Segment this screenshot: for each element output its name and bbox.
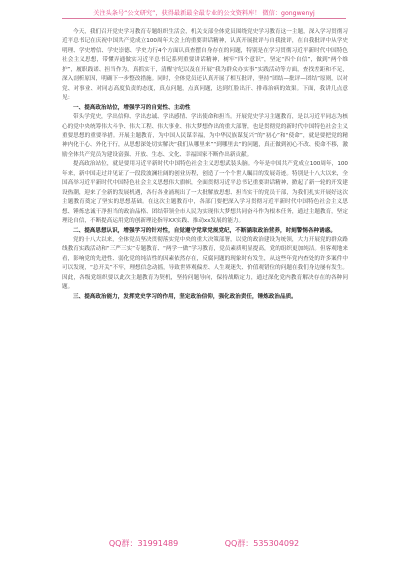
body-paragraph: 提高政治站位，就是要用习近平新时代中国特色社会主义思想武装头脑。今年是中国共产党成立100周年，100年来，新中国走过并见证了一段段波澜壮阔的创业历程，创造了一个个世人瞩目的发展奇迹。特别是十八大以来，全国高举习近平新时代中国特色社会主义思想伟大旗帜，全面贯彻习近平总书记重要讲话精神，掀起了新一轮的开发建设热潮，迎来了全新的发展机遇，各行各业涌现出了一大批解放思想、担当实干的党员干部，为我们扎实开展好这次主题教育奠定了坚实的思想基础。在这次主题教育中，各部门要把深入学习贯彻习近平新时代中国特色社会主义思想、锤炼忠诚干净担当的政治品格、团结带领全市人民为实现伟大梦想共同奋斗作为根本任务，通过主题教育，坚定理论自信，不断提高运用党的创新理论指导XX实践、推动xx发展的能力。 <box>62 161 348 225</box>
footer-qq-group-1: QQ群：31991489 <box>108 539 179 548</box>
body-paragraph: 带头学党史，学出信仰、学出忠诚、学出感情、学出使命和担当。开展党史学习主题教育，是以习近平同志为核心的党中央统筹伟大斗争、伟大工程、伟大事业、伟大梦想作出的重大部署，也是贯彻党的新时代中国特色社会主义重要思想的重要举措。开展主题教育，为中国人民谋幸福，为中华民族谋复兴”的“初心”和“使命”，就是要把党的精神内化于心、外化于行，从思想深处切实解决“我们从哪里来”“到哪里去”的问题，真正做到初心不改、使命不移，激励全体共产党员为建设富强、开放、生态、文化、幸福国家不断作出新贡献。 <box>62 114 348 158</box>
document-body <box>62 28 348 302</box>
intro-paragraph: 今天，我们召开党史学习教育专题组织生活会，机关支部全体党员围绕党史学习教育这一主题，深入学习贯彻习近平总书记在庆祝中国共产党成立100周年大会上的重要讲话精神，认真开展批评与自我批评，在自我批评中从学史明理、学史增信、学史崇德、学史力行4个方面认真查摆自身存在的问题，特别是在学习贯彻习近平新时代中国特色社会主义思想，带懂弄通做实习近平总书记系列重要讲话精神，树牢“四个意识”，坚定“四个自信”，做到“两个维护”，履职践诺、担当作为，真抓实干，清醒守纪以及在开展“我为群众办实事”实践活动等方面，查找差距和不足，深入剖析原因，明确下一步整改措施。同时，全体党员还认真开展了相互批评，坚持“团结—批评—团结”原则，以对党、对事业、对同志高度负责的态度，真点问题，点真问题，达到红脸出汗、排毒治病的效果。下面，我讲几点意见： <box>62 29 348 102</box>
body-paragraph: 党的十八大以来，全体党员坚决贯彻落实党中央的重大决策部署，以党的政治建设为统领，大力开展党的群众路线教育实践活动和“三严三实”专题教育、“两学一做”学习教育，党员素质明显提高，党的组织更加纯洁。但客观地来看，影响党的先进性、弱化党的纯洁性的因素依然存在，反腐问题的现象时有发生，从这些年党内查处的许多案件中可以发现，“总开关”不牢，理想信念动摇，导致世界观偏差、人生观迷失、价值观错位的问题在我们身边屡有发生。因此，各级党组织要以此次主题教育为契机，坚持问题导向，保持战略定力，通过深化党内教育解决存在的各种问题。 <box>62 236 348 291</box>
footer-qq-group-2: QQ群：535304092 <box>224 539 300 548</box>
section-heading-2: 二、提高思想认识，增强学习的针对性，自觉遵守党章党规党纪，不断涵取政治营养，时刻警惕各种诱惑。 <box>73 227 336 234</box>
section-heading-3: 三、提高政治能力，发挥党史学习的作用，坚定政治信仰，强化政治责任，锤炼政治品质。 <box>73 293 297 300</box>
section-heading-1: 一、提高政治站位，增强学习的自觉性、主动性 <box>73 104 191 111</box>
header-divider <box>62 18 346 19</box>
top-banner: 关注头条号“公文研究”，获得最新最全最专业的公文资料库！ 微信：gongwenyj <box>93 10 315 17</box>
footer <box>0 538 408 549</box>
